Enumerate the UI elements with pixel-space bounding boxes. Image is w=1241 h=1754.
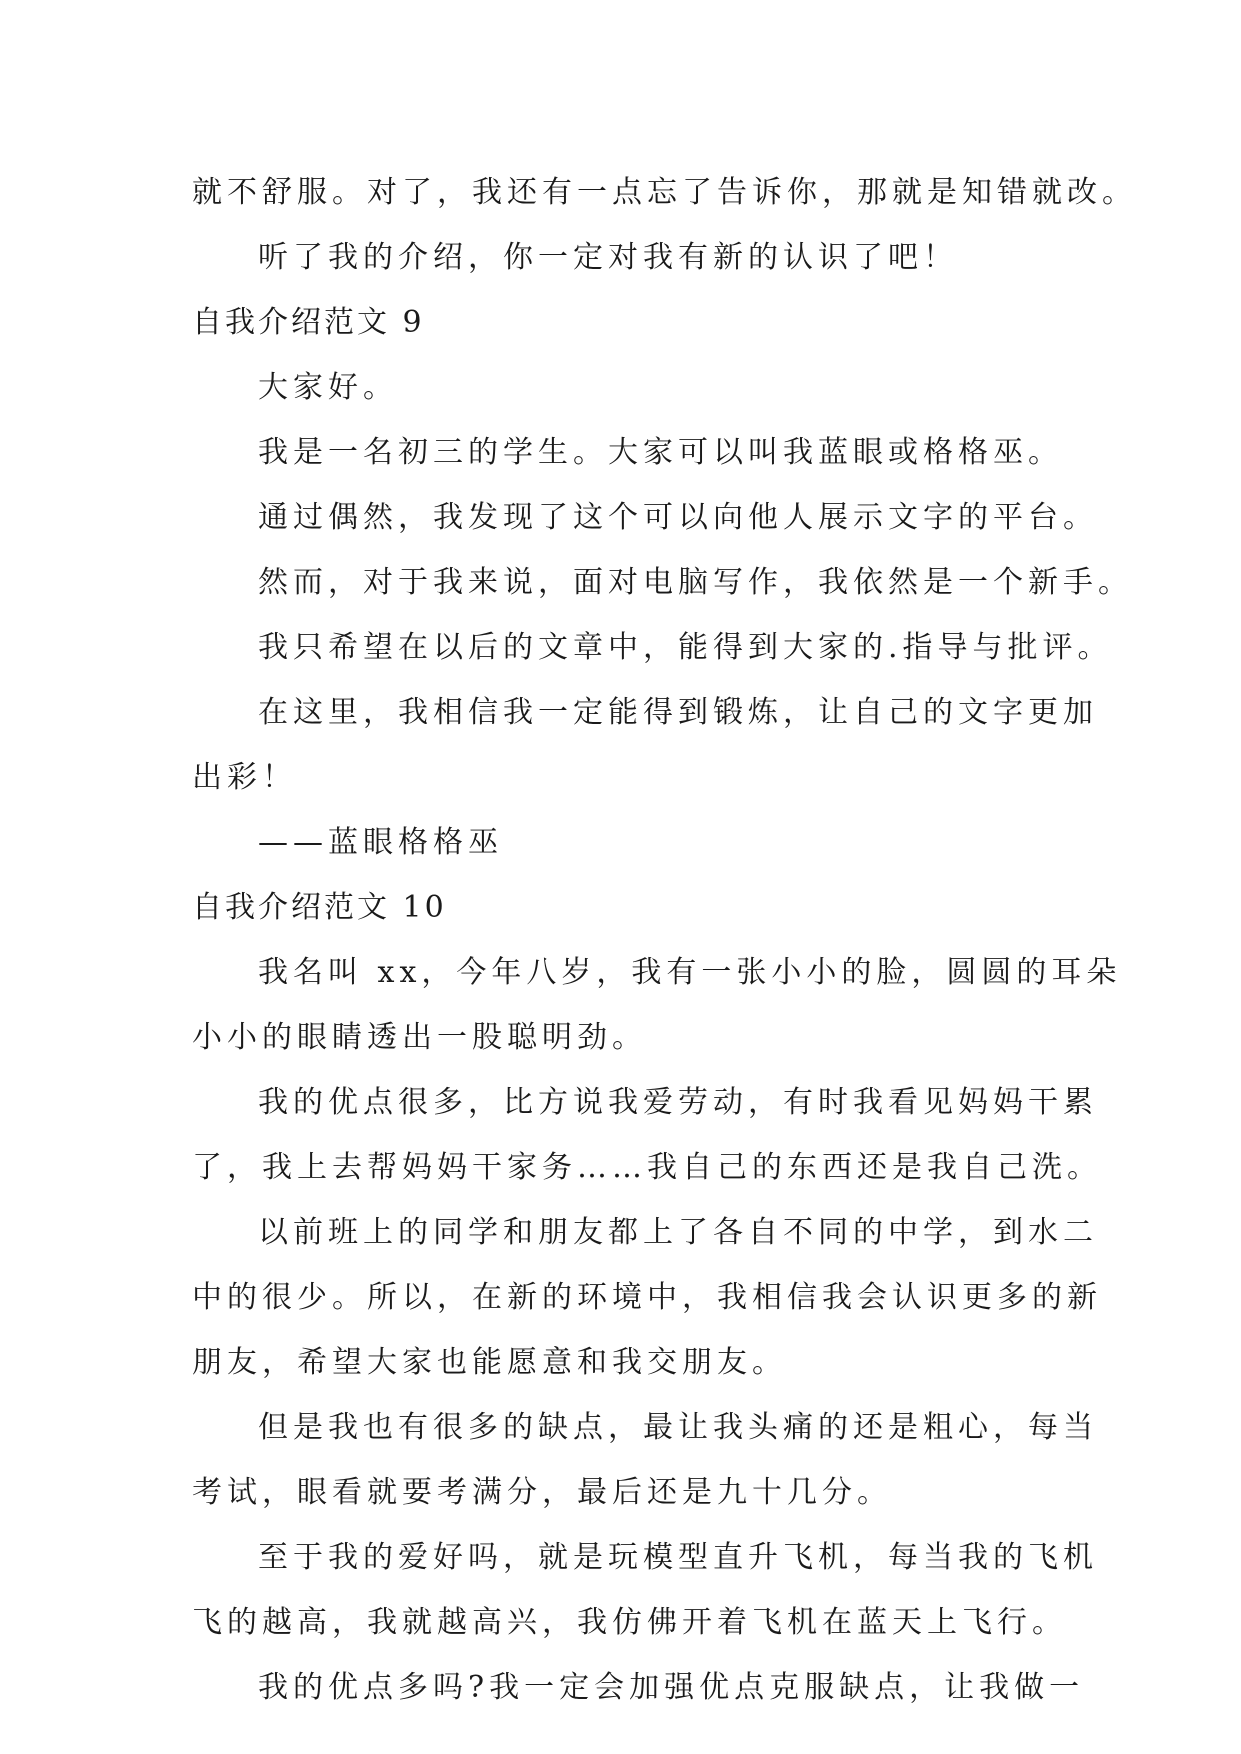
text-line: 朋友，希望大家也能愿意和我交朋友。 bbox=[192, 1345, 787, 1380]
text-line: 小小的眼睛透出一股聪明劲。 bbox=[192, 1020, 647, 1055]
text-line: 出彩！ bbox=[192, 760, 297, 795]
text-line: 通过偶然，我发现了这个可以向他人展示文字的平台。 bbox=[258, 500, 1098, 535]
section-heading: 自我介绍范文 9 bbox=[192, 305, 425, 340]
text-line: 我的优点很多，比方说我爱劳动，有时我看见妈妈干累 bbox=[258, 1085, 1098, 1120]
text-line: 以前班上的同学和朋友都上了各自不同的中学，到水二 bbox=[258, 1215, 1098, 1250]
text-line: 然而，对于我来说，面对电脑写作，我依然是一个新手。 bbox=[258, 565, 1133, 600]
text-line: 我是一名初三的学生。大家可以叫我蓝眼或格格巫。 bbox=[258, 435, 1063, 470]
section-heading: 自我介绍范文 10 bbox=[192, 890, 447, 925]
text-line: 但是我也有很多的缺点，最让我头痛的还是粗心，每当 bbox=[258, 1410, 1098, 1445]
text-line: 我只希望在以后的文章中，能得到大家的.指导与批评。 bbox=[258, 630, 1113, 665]
text-line: 我名叫 xx，今年八岁，我有一张小小的脸，圆圆的耳朵 bbox=[258, 955, 1122, 990]
text-line: 中的很少。所以，在新的环境中，我相信我会认识更多的新 bbox=[192, 1280, 1102, 1315]
text-line: 大家好。 bbox=[258, 370, 398, 405]
text-line: 听了我的介绍，你一定对我有新的认识了吧！ bbox=[258, 240, 958, 275]
text-line: 至于我的爱好吗，就是玩模型直升飞机，每当我的飞机 bbox=[258, 1540, 1098, 1575]
text-line: 考试，眼看就要考满分，最后还是九十几分。 bbox=[192, 1475, 892, 1510]
text-line: 了，我上去帮妈妈干家务……我自己的东西还是我自己洗。 bbox=[192, 1150, 1102, 1185]
text-line: 我的优点多吗?我一定会加强优点克服缺点，让我做一 bbox=[258, 1670, 1085, 1705]
text-line: 在这里，我相信我一定能得到锻炼，让自己的文字更加 bbox=[258, 695, 1098, 730]
text-line: ——蓝眼格格巫 bbox=[258, 825, 503, 860]
text-line: 就不舒服。对了，我还有一点忘了告诉你，那就是知错就改。 bbox=[192, 175, 1137, 210]
text-line: 飞的越高，我就越高兴，我仿佛开着飞机在蓝天上飞行。 bbox=[192, 1605, 1067, 1640]
document-body bbox=[192, 160, 1137, 1720]
